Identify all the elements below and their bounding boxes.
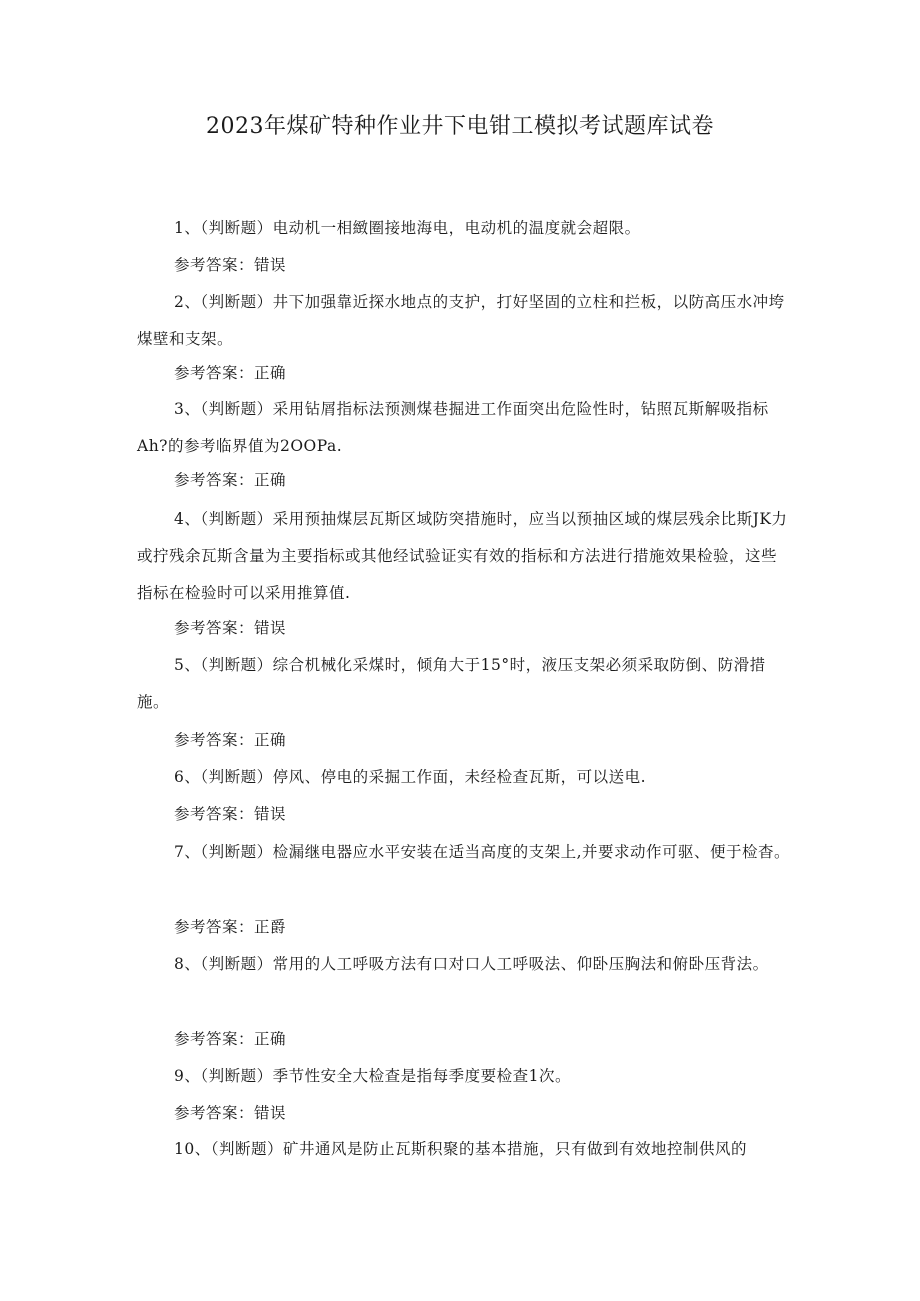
question-8: 8、（判断题）常用的人工呼吸方法有口对口人工呼吸法、仰卧压胸法和俯卧压背法。 [174,955,769,973]
question-9: 9、（判断题）季节性安全大检查是指每季度要检查1次。 [174,1067,571,1085]
answer-2: 参考答案：正确 [174,364,287,382]
answer-6: 参考答案：错误 [174,805,287,823]
question-7: 7、（判断题）检漏继电器应水平安装在适当高度的支架上,并要求动作可驱、便于检杳。 [174,843,791,861]
document-title: 2023年煤矿特种作业井下电钳工模拟考试题库试卷 [206,114,714,139]
answer-5: 参考答案：正确 [174,731,287,749]
question-1: 1、（判断题）电动机一相緻圈接地海电，电动机的温度就会超限。 [174,219,641,237]
answer-1: 参考答案：错误 [174,256,287,274]
answer-4: 参考答案：错误 [174,619,287,637]
answer-8: 参考答案：正确 [174,1030,287,1048]
question-6: 6、（判断题）停风、停电的采掘工作面，未经检查瓦斯，可以送电. [174,768,647,786]
answer-7: 参考答案：正爵 [174,918,287,936]
question-5: 5、（判断题）综合机械化采煤时，倾角大于15°时，液压支架必须采取防倒、防滑措施。 [137,656,766,711]
question-2: 2、（判断题）井下加强靠近探水地点的支护，打好坚固的立柱和拦板，以防高压水冲垮煤壁和支架。 [137,293,785,348]
answer-9: 参考答案：错误 [174,1104,287,1122]
question-10: 10、（判断题）矿井通风是防止瓦斯积聚的基本措施，只有做到有效地控制供风的 [174,1140,747,1158]
question-3: 3、（判断题）采用钻屑指标法预测煤巷掘进工作面突出危险性时，钻照瓦斯解吸指标Ah?的参考临界值为2OOPa. [137,400,769,455]
question-4: 4、（判断题）采用预抽煤层瓦斯区域防突措施时，应当以预抽区域的煤层残余比斯JK力或拧残余瓦斯含量为主要指标或其他经试验证实有效的指标和方法进行措施效果检验，这些指标在检验时可以采用推算值. [137,510,788,602]
answer-3: 参考答案：正确 [174,471,287,489]
